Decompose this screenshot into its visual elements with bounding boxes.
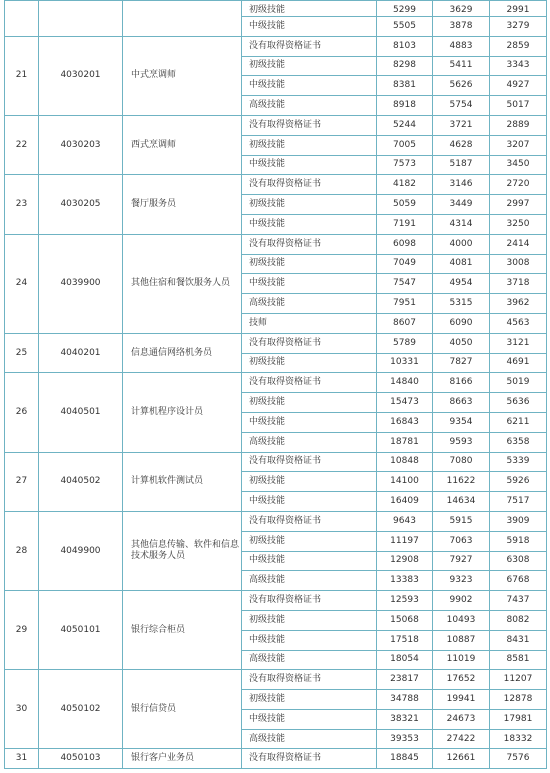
occupation-seq: 23 (5, 175, 39, 234)
skill-level: 中级技能 (242, 214, 377, 234)
wage-high: 18054 (377, 650, 433, 670)
occupation-name: 西式烹调师 (123, 115, 242, 174)
wage-high: 5059 (377, 195, 433, 215)
wage-median: 9593 (433, 432, 490, 452)
skill-level: 没有取得资格证书 (242, 373, 377, 393)
wage-high: 7547 (377, 274, 433, 294)
skill-level: 初级技能 (242, 195, 377, 215)
wage-median: 4000 (433, 234, 490, 254)
wage-median: 14634 (433, 492, 490, 512)
occupation-seq: 31 (5, 749, 39, 769)
wage-low: 5339 (490, 452, 547, 472)
wage-high: 4182 (377, 175, 433, 195)
occupation-name: 信息通信网络机务员 (123, 333, 242, 373)
wage-median: 5411 (433, 56, 490, 76)
wage-high: 13383 (377, 571, 433, 591)
skill-level: 高级技能 (242, 650, 377, 670)
wage-low: 7437 (490, 591, 547, 611)
table-row (5, 511, 547, 531)
table-row (5, 373, 547, 393)
occupation-seq: 24 (5, 234, 39, 333)
occupation-code: 4050103 (39, 749, 123, 769)
wage-low: 4691 (490, 353, 547, 373)
wage-high: 7191 (377, 214, 433, 234)
occupation-seq: 27 (5, 452, 39, 511)
wage-median: 3146 (433, 175, 490, 195)
skill-level: 初级技能 (242, 610, 377, 630)
wage-high: 12593 (377, 591, 433, 611)
skill-level: 中级技能 (242, 155, 377, 175)
wage-low: 17981 (490, 709, 547, 729)
wage-median: 7927 (433, 551, 490, 571)
table-row (5, 670, 547, 690)
table-row (5, 234, 547, 254)
wage-low: 3207 (490, 135, 547, 155)
occupation-seq: 21 (5, 36, 39, 115)
skill-level: 高级技能 (242, 729, 377, 749)
skill-level: 中级技能 (242, 492, 377, 512)
wage-low: 4927 (490, 76, 547, 96)
wage-high: 15473 (377, 393, 433, 413)
occupation-name: 计算机软件测试员 (123, 452, 242, 511)
wage-low: 2991 (490, 1, 547, 17)
wage-low: 8581 (490, 650, 547, 670)
wage-low: 3962 (490, 294, 547, 314)
wage-low: 3279 (490, 17, 547, 37)
skill-level: 中级技能 (242, 274, 377, 294)
wage-low: 18332 (490, 729, 547, 749)
wage-median: 4883 (433, 36, 490, 56)
wage-high: 7049 (377, 254, 433, 274)
wage-low: 6768 (490, 571, 547, 591)
skill-level: 初级技能 (242, 393, 377, 413)
wage-median: 5754 (433, 96, 490, 116)
wage-median: 4081 (433, 254, 490, 274)
wage-high: 16843 (377, 412, 433, 432)
occupation-seq: 30 (5, 670, 39, 749)
wage-high: 7951 (377, 294, 433, 314)
wage-low: 5019 (490, 373, 547, 393)
occupation-name: 计算机程序设计员 (123, 373, 242, 452)
wage-high: 5505 (377, 17, 433, 37)
occupation-code: 4030203 (39, 115, 123, 174)
wage-low: 2997 (490, 195, 547, 215)
wage-high: 23817 (377, 670, 433, 690)
wage-median: 9323 (433, 571, 490, 591)
wage-median: 4954 (433, 274, 490, 294)
skill-level: 没有取得资格证书 (242, 452, 377, 472)
occupation-name: 其他信息传输、软件和信息技术服务人员 (123, 511, 242, 590)
wage-high: 10331 (377, 353, 433, 373)
wage-high: 7573 (377, 155, 433, 175)
occupation-code: 4030201 (39, 36, 123, 115)
wage-low: 4563 (490, 313, 547, 333)
wage-median: 5315 (433, 294, 490, 314)
wage-high: 38321 (377, 709, 433, 729)
skill-level: 没有取得资格证书 (242, 333, 377, 353)
occupation-seq (5, 1, 39, 37)
wage-low: 3450 (490, 155, 547, 175)
wage-low: 5636 (490, 393, 547, 413)
occupation-name: 餐厅服务员 (123, 175, 242, 234)
wage-low: 8431 (490, 630, 547, 650)
skill-level: 高级技能 (242, 294, 377, 314)
wage-median: 27422 (433, 729, 490, 749)
wage-high: 18845 (377, 749, 433, 769)
occupation-name: 其他住宿和餐饮服务人员 (123, 234, 242, 333)
wage-low: 5926 (490, 472, 547, 492)
skill-level: 没有取得资格证书 (242, 511, 377, 531)
occupation-seq: 28 (5, 511, 39, 590)
wage-low: 11207 (490, 670, 547, 690)
wage-high: 7005 (377, 135, 433, 155)
skill-level: 没有取得资格证书 (242, 670, 377, 690)
wage-low: 5017 (490, 96, 547, 116)
skill-level: 高级技能 (242, 432, 377, 452)
wage-low: 6211 (490, 412, 547, 432)
wage-low: 3121 (490, 333, 547, 353)
wage-high: 14840 (377, 373, 433, 393)
skill-level: 没有取得资格证书 (242, 36, 377, 56)
table-row (5, 452, 547, 472)
occupation-seq: 26 (5, 373, 39, 452)
wage-low: 2720 (490, 175, 547, 195)
table-row (5, 115, 547, 135)
skill-level: 高级技能 (242, 571, 377, 591)
wage-median: 8166 (433, 373, 490, 393)
skill-level: 中级技能 (242, 76, 377, 96)
wage-median: 7827 (433, 353, 490, 373)
occupation-name: 中式烹调师 (123, 36, 242, 115)
wage-median: 9902 (433, 591, 490, 611)
table-row (5, 175, 547, 195)
skill-level: 初级技能 (242, 353, 377, 373)
skill-level: 初级技能 (242, 254, 377, 274)
table-row (5, 749, 547, 769)
wage-median: 4314 (433, 214, 490, 234)
wage-high: 34788 (377, 690, 433, 710)
wage-median: 8663 (433, 393, 490, 413)
skill-level: 初级技能 (242, 1, 377, 17)
wage-low: 3718 (490, 274, 547, 294)
skill-level: 没有取得资格证书 (242, 749, 377, 769)
occupation-code: 4049900 (39, 511, 123, 590)
wage-high: 10848 (377, 452, 433, 472)
skill-level: 没有取得资格证书 (242, 234, 377, 254)
wage-high: 15068 (377, 610, 433, 630)
occupation-seq: 29 (5, 591, 39, 670)
wage-high: 8298 (377, 56, 433, 76)
wage-low: 5918 (490, 531, 547, 551)
occupation-code: 4030205 (39, 175, 123, 234)
wage-median: 10887 (433, 630, 490, 650)
skill-level: 初级技能 (242, 531, 377, 551)
skill-level: 没有取得资格证书 (242, 175, 377, 195)
wage-median: 11019 (433, 650, 490, 670)
skill-level: 没有取得资格证书 (242, 115, 377, 135)
occupation-code: 4040502 (39, 452, 123, 511)
wage-low: 3343 (490, 56, 547, 76)
skill-level: 中级技能 (242, 551, 377, 571)
wage-low: 6358 (490, 432, 547, 452)
wage-median: 5187 (433, 155, 490, 175)
wage-median: 3878 (433, 17, 490, 37)
wage-median: 7063 (433, 531, 490, 551)
occupation-name (123, 1, 242, 37)
occupation-code: 4039900 (39, 234, 123, 333)
occupation-name: 银行信贷员 (123, 670, 242, 749)
table-body (5, 1, 547, 769)
wage-median: 17652 (433, 670, 490, 690)
wage-median: 6090 (433, 313, 490, 333)
skill-level: 高级技能 (242, 96, 377, 116)
wage-high: 8381 (377, 76, 433, 96)
skill-level: 技师 (242, 313, 377, 333)
wage-high: 5299 (377, 1, 433, 17)
wage-high: 12908 (377, 551, 433, 571)
wage-low: 2414 (490, 234, 547, 254)
wage-high: 8918 (377, 96, 433, 116)
wage-high: 5244 (377, 115, 433, 135)
wage-median: 7080 (433, 452, 490, 472)
wage-low: 2889 (490, 115, 547, 135)
wage-table (4, 0, 547, 769)
wage-low: 3909 (490, 511, 547, 531)
wage-high: 11197 (377, 531, 433, 551)
wage-low: 3250 (490, 214, 547, 234)
skill-level: 中级技能 (242, 412, 377, 432)
occupation-code: 4050102 (39, 670, 123, 749)
wage-low: 3008 (490, 254, 547, 274)
wage-high: 16409 (377, 492, 433, 512)
wage-median: 3629 (433, 1, 490, 17)
wage-high: 6098 (377, 234, 433, 254)
wage-median: 24673 (433, 709, 490, 729)
occupation-code (39, 1, 123, 37)
wage-high: 8103 (377, 36, 433, 56)
wage-median: 4628 (433, 135, 490, 155)
occupation-name: 银行综合柜员 (123, 591, 242, 670)
skill-level: 中级技能 (242, 709, 377, 729)
wage-median: 10493 (433, 610, 490, 630)
table-row (5, 591, 547, 611)
skill-level: 初级技能 (242, 690, 377, 710)
wage-high: 8607 (377, 313, 433, 333)
wage-low: 7576 (490, 749, 547, 769)
wage-median: 4050 (433, 333, 490, 353)
wage-median: 3721 (433, 115, 490, 135)
wage-median: 9354 (433, 412, 490, 432)
wage-low: 6308 (490, 551, 547, 571)
wage-median: 11622 (433, 472, 490, 492)
wage-high: 39353 (377, 729, 433, 749)
skill-level: 中级技能 (242, 17, 377, 37)
occupation-seq: 22 (5, 115, 39, 174)
wage-high: 9643 (377, 511, 433, 531)
wage-high: 18781 (377, 432, 433, 452)
occupation-name: 银行客户业务员 (123, 749, 242, 769)
skill-level: 初级技能 (242, 135, 377, 155)
wage-median: 12661 (433, 749, 490, 769)
wage-median: 5626 (433, 76, 490, 96)
wage-median: 3449 (433, 195, 490, 215)
table-row (5, 333, 547, 353)
wage-low: 2859 (490, 36, 547, 56)
occupation-code: 4050101 (39, 591, 123, 670)
wage-low: 12878 (490, 690, 547, 710)
skill-level: 初级技能 (242, 472, 377, 492)
wage-low: 7517 (490, 492, 547, 512)
table-row (5, 1, 547, 17)
occupation-code: 4040501 (39, 373, 123, 452)
wage-high: 14100 (377, 472, 433, 492)
table-row (5, 36, 547, 56)
wage-median: 19941 (433, 690, 490, 710)
wage-high: 17518 (377, 630, 433, 650)
skill-level: 初级技能 (242, 56, 377, 76)
skill-level: 中级技能 (242, 630, 377, 650)
occupation-seq: 25 (5, 333, 39, 373)
occupation-code: 4040201 (39, 333, 123, 373)
wage-median: 5915 (433, 511, 490, 531)
wage-high: 5789 (377, 333, 433, 353)
skill-level: 没有取得资格证书 (242, 591, 377, 611)
wage-low: 8082 (490, 610, 547, 630)
